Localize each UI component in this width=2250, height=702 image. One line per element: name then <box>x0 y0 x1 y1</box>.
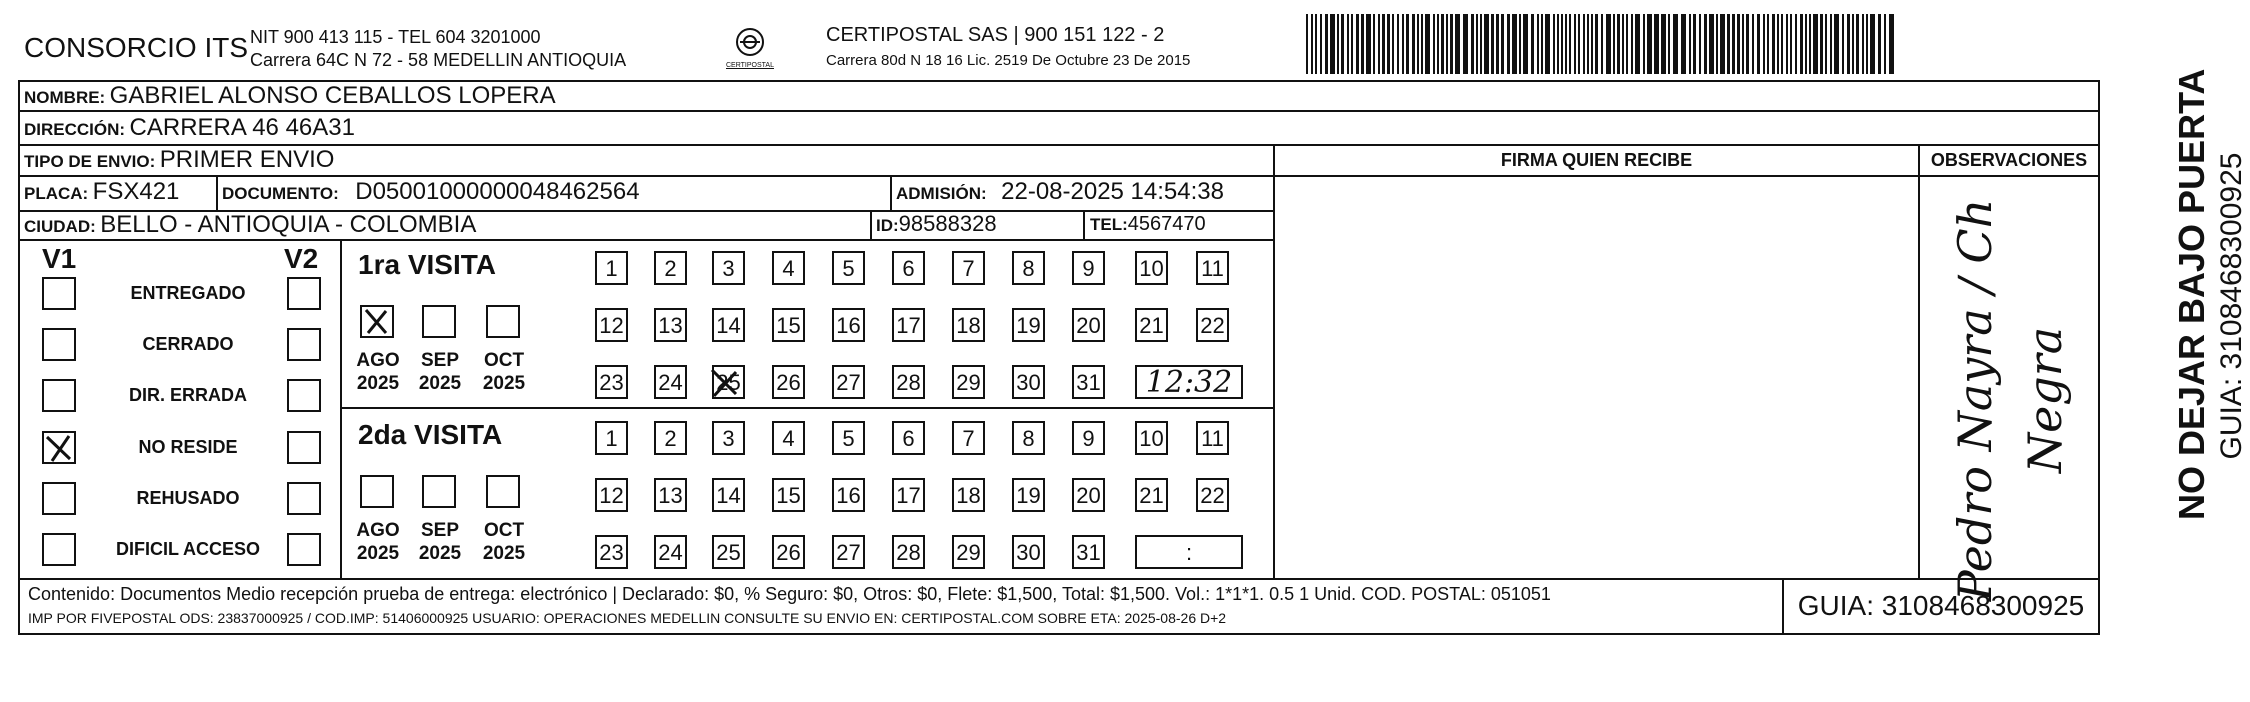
day-box[interactable]: 25 <box>712 365 745 399</box>
company-address: Carrera 64C N 72 - 58 MEDELLIN ANTIOQUIA <box>250 50 627 70</box>
month-checkbox[interactable] <box>360 475 394 508</box>
tipo-envio-row <box>24 146 334 174</box>
documento-label: DOCUMENTO: <box>222 184 339 203</box>
day-box[interactable]: 1 <box>595 251 628 285</box>
barcode <box>1306 14 1898 74</box>
month-checkbox[interactable] <box>360 305 394 338</box>
day-box[interactable]: 30 <box>1012 365 1045 399</box>
day-box[interactable]: 7 <box>952 251 985 285</box>
month-label: OCT <box>483 520 525 541</box>
day-box[interactable]: 3 <box>712 251 745 285</box>
day-box[interactable]: 13 <box>654 478 687 512</box>
v2-checkbox[interactable] <box>287 482 321 515</box>
day-box[interactable]: 10 <box>1135 251 1168 285</box>
status-option-label: DIFICIL ACCESO <box>115 539 260 559</box>
documento-field <box>222 178 640 206</box>
carrier-address: Carrera 80d N 18 16 Lic. 2519 De Octubre 23 De 2015 <box>826 52 1191 69</box>
day-box[interactable]: 19 <box>1012 308 1045 342</box>
day-box[interactable]: 31 <box>1072 365 1105 399</box>
ciudad-label: CIUDAD: <box>24 217 96 236</box>
handwritten-observation: Pedro Nayra / Ch Negra <box>1948 198 2072 602</box>
day-box[interactable]: 28 <box>892 535 925 569</box>
company-name: CONSORCIO ITS <box>24 32 249 63</box>
certipostal-logo-icon <box>710 24 790 74</box>
day-box[interactable]: 14 <box>712 308 745 342</box>
day-box[interactable]: 20 <box>1072 478 1105 512</box>
day-box[interactable]: 9 <box>1072 251 1105 285</box>
v2-checkbox[interactable] <box>287 533 321 566</box>
admision-label: ADMISIÓN: <box>896 184 987 203</box>
day-box[interactable]: 24 <box>654 535 687 569</box>
v1-checkbox[interactable] <box>42 431 76 464</box>
tipo-envio-value: PRIMER ENVIO <box>159 146 335 173</box>
month-label: SEP <box>420 350 460 371</box>
day-box[interactable]: 8 <box>1012 421 1045 455</box>
year-label: 2025 <box>418 543 462 564</box>
month-option <box>350 519 406 565</box>
day-box[interactable]: 17 <box>892 478 925 512</box>
ciudad-value: BELLO - ANTIOQUIA - COLOMBIA <box>100 211 477 238</box>
month-option <box>350 349 406 395</box>
day-box[interactable]: 12 <box>595 478 628 512</box>
firma-label: FIRMA QUIEN RECIBE <box>1500 150 1693 170</box>
direccion-label: DIRECCIÓN: <box>24 120 126 139</box>
month-label: AGO <box>356 350 400 371</box>
footer-contenido: Contenido: Documentos Medio recepción prueba de entrega: electrónico | Declarado: $0, % Seguro: $0, Otros: $0, Flete: $1,500, Total: $1,500. Vol.: 1*1*1. 0.5 1 Unid. COD. POSTAL: 051051 <box>28 584 1551 604</box>
observaciones-label: OBSERVACIONES <box>1930 150 2088 170</box>
month-checkbox[interactable] <box>486 305 520 338</box>
day-box[interactable]: 3 <box>712 421 745 455</box>
day-box[interactable]: 6 <box>892 421 925 455</box>
v1-checkbox[interactable] <box>42 277 76 310</box>
day-box[interactable]: 31 <box>1072 535 1105 569</box>
v1-checkbox[interactable] <box>42 379 76 412</box>
nombre-row <box>24 82 556 110</box>
v1-label: V1 <box>42 243 77 274</box>
day-box[interactable]: 6 <box>892 251 925 285</box>
year-label: 2025 <box>356 543 400 564</box>
day-box[interactable]: 11 <box>1196 251 1229 285</box>
status-option-label: REHUSADO <box>136 488 240 508</box>
footer-imp: IMP POR FIVEPOSTAL ODS: 23837000925 / COD.IMP: 51406000925 USUARIO: OPERACIONES MEDELLIN CONSULTE SU ENVIO EN: CERTIPOSTAL.COM SOBRE ETA: 2025-08-26 D+2 <box>28 610 1227 626</box>
tel-field <box>1090 213 1206 236</box>
day-box[interactable]: 15 <box>772 478 805 512</box>
visit-title: 1ra VISITA <box>358 249 496 280</box>
month-checkbox[interactable] <box>486 475 520 508</box>
logo-text: CERTIPOSTAL <box>726 62 774 69</box>
footer-guia: GUIA: 3108468300925 <box>1797 590 2085 621</box>
month-option <box>476 519 532 565</box>
year-label: 2025 <box>418 373 462 394</box>
day-box[interactable]: 11 <box>1196 421 1229 455</box>
month-option <box>412 519 468 565</box>
day-box[interactable]: 25 <box>712 535 745 569</box>
day-box[interactable]: 27 <box>832 365 865 399</box>
id-field <box>876 211 997 237</box>
day-box[interactable]: 27 <box>832 535 865 569</box>
day-box[interactable]: 29 <box>952 535 985 569</box>
day-box[interactable]: 5 <box>832 251 865 285</box>
side-guia: GUIA: 3108468300925 <box>2215 152 2248 460</box>
v2-checkbox[interactable] <box>287 379 321 412</box>
direccion-row <box>24 114 355 142</box>
visit-title: 2da VISITA <box>358 419 503 450</box>
tel-label: TEL: <box>1090 215 1128 234</box>
year-label: 2025 <box>482 543 526 564</box>
v1-checkbox[interactable] <box>42 482 76 515</box>
day-box[interactable]: 15 <box>772 308 805 342</box>
day-box[interactable]: 12 <box>595 308 628 342</box>
time-box[interactable]: 12:32 <box>1135 365 1243 399</box>
day-box[interactable]: 30 <box>1012 535 1045 569</box>
day-box[interactable]: 7 <box>952 421 985 455</box>
v2-checkbox[interactable] <box>287 431 321 464</box>
signature-area[interactable] <box>1275 177 1918 578</box>
v2-label: V2 <box>284 243 319 274</box>
day-box[interactable]: 5 <box>832 421 865 455</box>
day-box[interactable]: 16 <box>832 478 865 512</box>
day-box[interactable]: 26 <box>772 535 805 569</box>
id-value: 98588328 <box>898 211 997 236</box>
day-box[interactable]: 21 <box>1135 308 1168 342</box>
ciudad-field <box>24 211 476 239</box>
tel-value: 4567470 <box>1127 213 1206 235</box>
v2-checkbox[interactable] <box>287 277 321 310</box>
day-box[interactable]: 22 <box>1196 308 1229 342</box>
placa-field <box>24 178 179 206</box>
no-dejar-bajo-puerta: NO DEJAR BAJO PUERTA <box>2171 68 2212 520</box>
day-box[interactable]: 22 <box>1196 478 1229 512</box>
day-box[interactable]: 13 <box>654 308 687 342</box>
tipo-envio-label: TIPO DE ENVIO: <box>24 152 156 171</box>
documento-value: D05001000000048462564 <box>355 178 640 205</box>
day-box[interactable]: 29 <box>952 365 985 399</box>
day-box[interactable]: 1 <box>595 421 628 455</box>
day-box[interactable]: 8 <box>1012 251 1045 285</box>
day-box[interactable]: 14 <box>712 478 745 512</box>
status-option-label: CERRADO <box>142 334 234 354</box>
day-box[interactable]: 9 <box>1072 421 1105 455</box>
carrier-name: CERTIPOSTAL SAS | 900 151 122 - 2 <box>826 24 1165 46</box>
year-label: 2025 <box>356 373 400 394</box>
day-box[interactable]: 23 <box>595 365 628 399</box>
admision-field <box>896 178 1224 206</box>
placa-value: FSX421 <box>92 178 180 205</box>
day-box[interactable]: 2 <box>654 421 687 455</box>
year-label: 2025 <box>482 373 526 394</box>
status-option-label: NO RESIDE <box>138 437 238 457</box>
day-box[interactable]: 19 <box>1012 478 1045 512</box>
company-nit: NIT 900 413 115 - TEL 604 3201000 <box>250 27 541 47</box>
status-option-label: ENTREGADO <box>130 283 246 303</box>
nombre-label: NOMBRE: <box>24 88 106 107</box>
direccion-value: CARRERA 46 46A31 <box>129 114 355 141</box>
day-box[interactable]: 24 <box>654 365 687 399</box>
id-label: ID: <box>876 216 899 235</box>
day-box[interactable]: 4 <box>772 421 805 455</box>
month-option <box>476 349 532 395</box>
month-label: AGO <box>356 520 400 541</box>
time-box[interactable]: : <box>1135 535 1243 569</box>
month-checkbox[interactable] <box>422 475 456 508</box>
day-box[interactable]: 18 <box>952 478 985 512</box>
day-box[interactable]: 2 <box>654 251 687 285</box>
day-box[interactable]: 28 <box>892 365 925 399</box>
day-box[interactable]: 26 <box>772 365 805 399</box>
month-label: SEP <box>420 520 460 541</box>
status-option-label: DIR. ERRADA <box>128 385 247 405</box>
v2-checkbox[interactable] <box>287 328 321 361</box>
admision-value: 22-08-2025 14:54:38 <box>1001 178 1224 205</box>
day-box[interactable]: 10 <box>1135 421 1168 455</box>
day-box[interactable]: 16 <box>832 308 865 342</box>
nombre-value: GABRIEL ALONSO CEBALLOS LOPERA <box>109 82 556 109</box>
day-box[interactable]: 21 <box>1135 478 1168 512</box>
day-box[interactable]: 4 <box>772 251 805 285</box>
month-checkbox[interactable] <box>422 305 456 338</box>
day-box[interactable]: 20 <box>1072 308 1105 342</box>
placa-label: PLACA: <box>24 184 89 203</box>
month-label: OCT <box>483 350 525 371</box>
day-box[interactable]: 17 <box>892 308 925 342</box>
v1-checkbox[interactable] <box>42 533 76 566</box>
month-option <box>412 349 468 395</box>
v1-checkbox[interactable] <box>42 328 76 361</box>
day-box[interactable]: 18 <box>952 308 985 342</box>
day-box[interactable]: 23 <box>595 535 628 569</box>
